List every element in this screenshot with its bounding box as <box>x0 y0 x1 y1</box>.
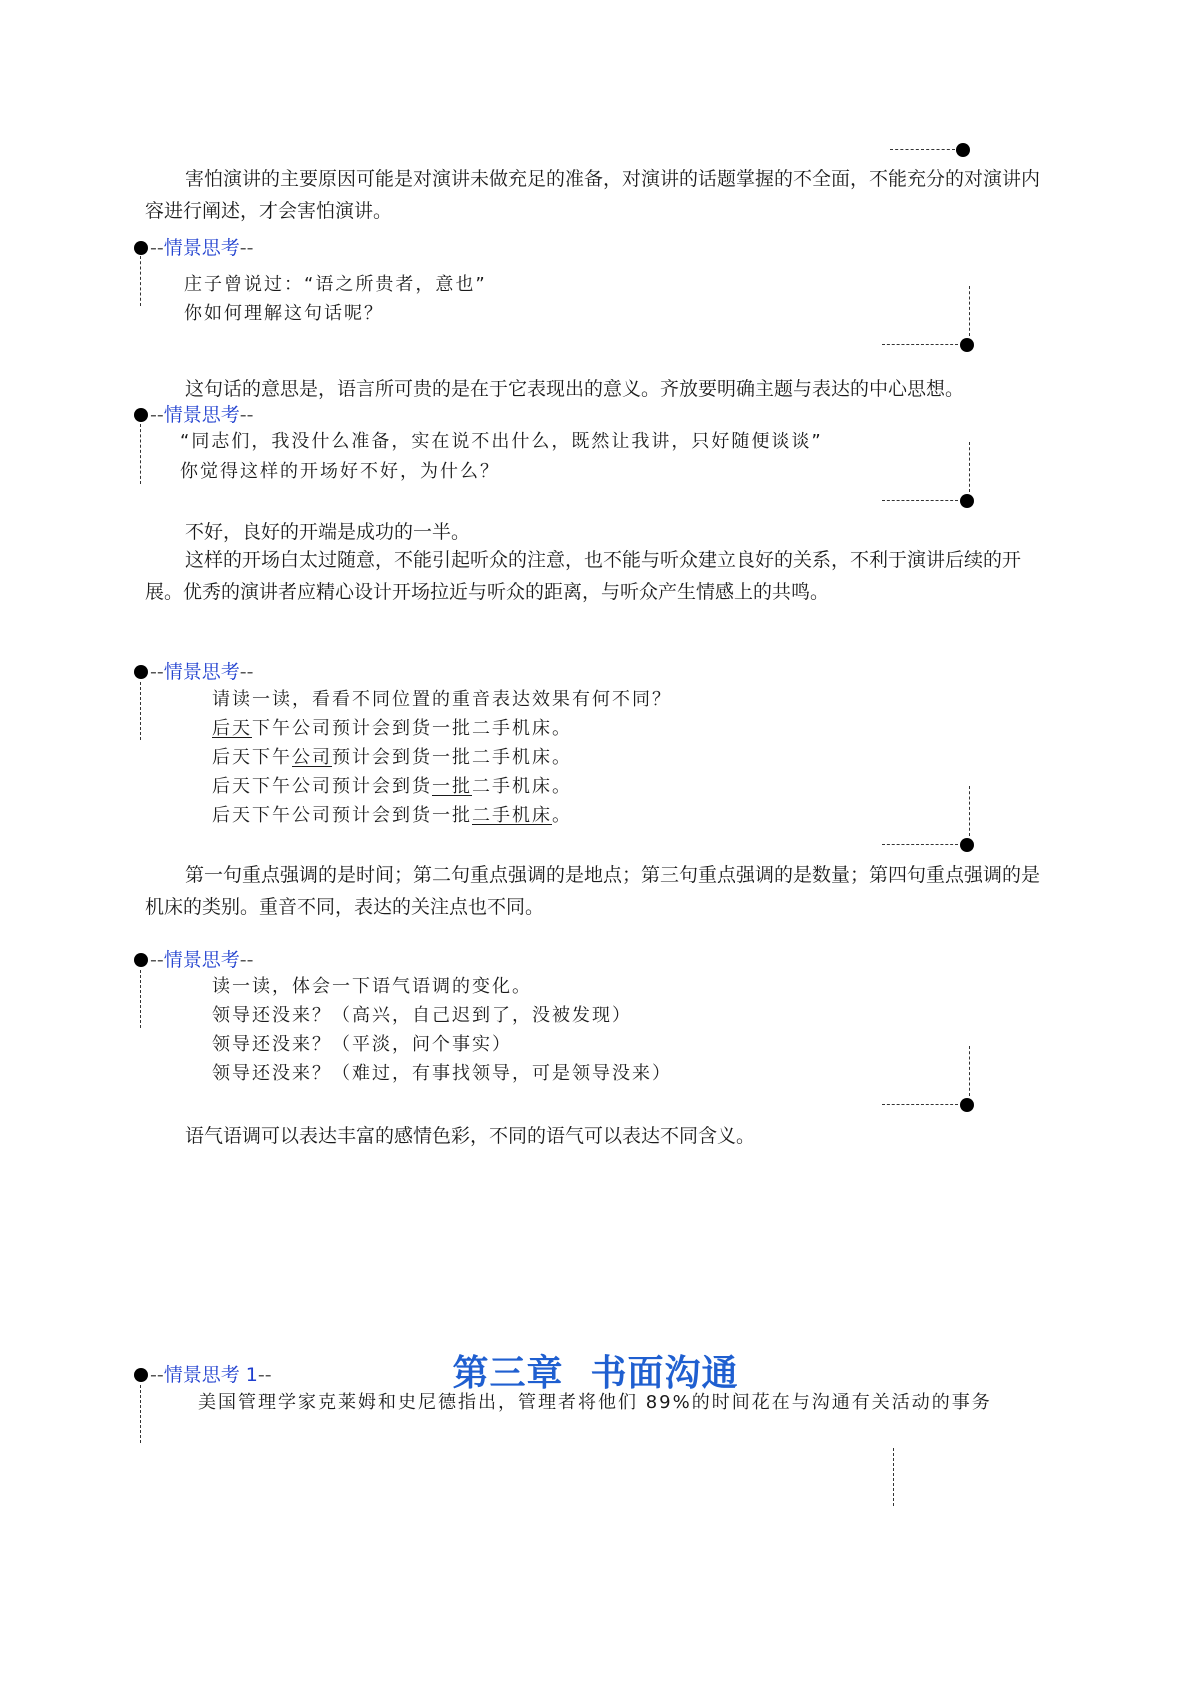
box-right-border <box>893 1448 894 1506</box>
bullet-dot <box>134 1368 148 1382</box>
box-right-border <box>969 286 970 336</box>
bullet-dot <box>960 338 974 352</box>
box-right-border <box>969 1046 970 1096</box>
bullet-dot <box>134 408 148 422</box>
box-line: 你如何理解这句话呢？ <box>184 303 384 324</box>
box-bottom-border <box>882 500 958 501</box>
box-line: 后天下午公司预计会到货一批二手机床。 <box>212 776 572 797</box>
box-left-border <box>140 424 141 484</box>
box-label: --情景思考-- <box>150 661 254 683</box>
box-right-border <box>969 442 970 492</box>
box-line: 庄子曾说过：“语之所贵者，意也” <box>184 274 487 295</box>
bullet-dot <box>960 494 974 508</box>
box-label: --情景思考-- <box>150 949 254 971</box>
box-label: --情景思考-- <box>150 237 254 259</box>
bullet-dot <box>134 241 148 255</box>
box-line: “同志们，我没什么准备，实在说不出什么，既然让我讲，只好随便谈谈” <box>180 431 823 452</box>
paragraph-1: 害怕演讲的主要原因可能是对演讲未做充足的准备，对演讲的话题掌握的不全面，不能充分的对演讲内容进行阐述，才会害怕演讲。 <box>145 168 1041 222</box>
box-line: 领导还没来？（高兴，自己迟到了，没被发现） <box>212 1005 632 1026</box>
box-bottom-border <box>882 1104 958 1105</box>
box-left-border <box>140 970 141 1028</box>
box-line: 后天下午公司预计会到货一批二手机床。 <box>212 747 572 768</box>
box-left-border <box>140 682 141 740</box>
box-line: 后天下午公司预计会到货一批二手机床。 <box>212 718 572 739</box>
bullet-dot <box>134 953 148 967</box>
box-line: 读一读，体会一下语气语调的变化。 <box>212 976 532 997</box>
bullet-dot <box>960 838 974 852</box>
connector-line <box>890 149 955 150</box>
box-bottom-border <box>882 844 958 845</box>
box-left-border <box>140 1385 141 1443</box>
chapter-title: 第三章 书面沟通 <box>452 1353 739 1394</box>
paragraph-6: 语气语调可以表达丰富的感情色彩，不同的语气可以表达不同含义。 <box>185 1125 756 1147</box>
bullet-dot <box>956 143 970 157</box>
paragraph-2: 这句话的意思是，语言所可贵的是在于它表现出的意义。齐放要明确主题与表达的中心思想。 <box>185 378 965 400</box>
box-line: 领导还没来？（平淡，问个事实） <box>212 1034 512 1055</box>
box-label: --情景思考-- <box>150 404 254 426</box>
bullet-dot <box>134 665 148 679</box>
box-line: 领导还没来？（难过，有事找领导，可是领导没来） <box>212 1063 672 1084</box>
box-line: 请读一读，看看不同位置的重音表达效果有何不同？ <box>212 689 672 710</box>
paragraph-5: 第一句重点强调的是时间；第二句重点强调的是地点；第三句重点强调的是数量；第四句重点强调的是机床的类别。重音不同，表达的关注点也不同。 <box>145 864 1041 918</box>
paragraph-4: 这样的开场白太过随意，不能引起听众的注意，也不能与听众建立良好的关系，不利于演讲后续的开展。优秀的演讲者应精心设计开场拉近与听众的距离，与听众产生情感上的共鸣。 <box>145 549 1022 603</box>
box-line: 美国管理学家克莱姆和史尼德指出，管理者将他们 89%的时间花在与沟通有关活动的事务 <box>198 1392 992 1413</box>
box-bottom-border <box>882 344 958 345</box>
paragraph-3: 不好，良好的开端是成功的一半。 <box>185 521 471 543</box>
box-line: 你觉得这样的开场好不好，为什么？ <box>180 461 500 482</box>
bullet-dot <box>960 1098 974 1112</box>
box-right-border <box>969 786 970 836</box>
box-label: --情景思考 1-- <box>150 1364 272 1386</box>
box-left-border <box>140 256 141 306</box>
box-line: 后天下午公司预计会到货一批二手机床。 <box>212 805 572 826</box>
